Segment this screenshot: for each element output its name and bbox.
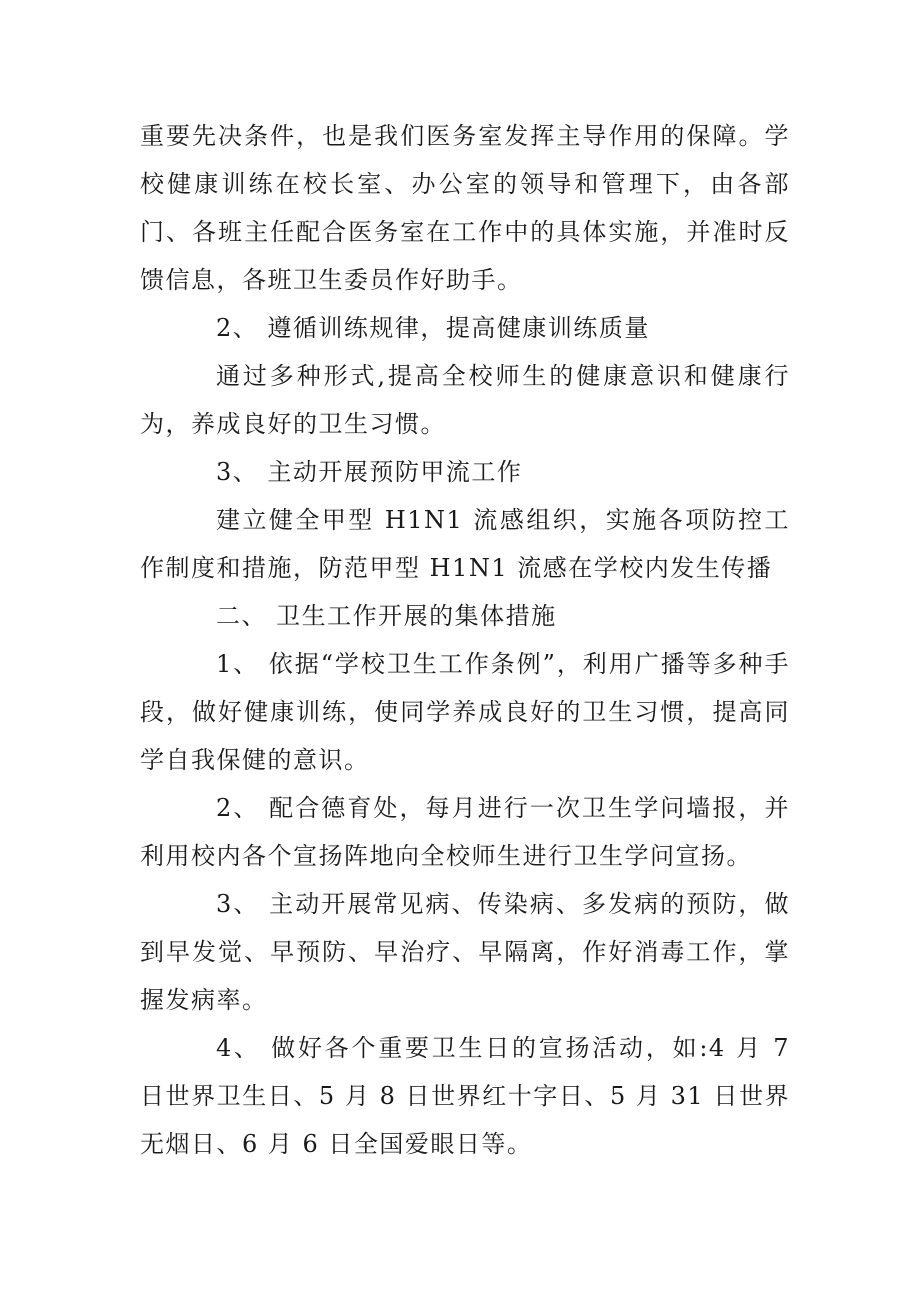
paragraph-intro-continuation: 重要先决条件，也是我们医务室发挥主导作用的保障。学校健康训练在校长室、办公室的领导和管理下，由各部门、各班主任配合医务室在工作中的具体实施，并准时反馈信息，各班卫生委员作好助手。: [140, 122, 790, 294]
paragraph-item-1-regulations: 1、 依据“学校卫生工作条例”，利用广播等多种手段，做好健康训练，使同学养成良好的卫生习惯，提高同学自我保健的意识。: [140, 650, 790, 774]
document-body: [140, 112, 790, 1168]
paragraph-heading-2-follow-rules: 2、 遵循训练规律，提高健康训练质量: [216, 314, 650, 342]
paragraph-h1n1-measures: 建立健全甲型 H1N1 流感组织，实施各项防控工作制度和措施，防范甲型 H1N1 流感在学校内发生传播: [140, 506, 790, 582]
paragraph-item-3-disease-prevention: 3、 主动开展常见病、传染病、多发病的预防，做到早发觉、早预防、早治疗、早隔离，作好消毒工作，掌握发病率。: [140, 890, 790, 1014]
paragraph-health-awareness: 通过多种形式,提高全校师生的健康意识和健康行为，养成良好的卫生习惯。: [140, 362, 790, 438]
paragraph-section-2-heading: 二、 卫生工作开展的集体措施: [216, 602, 557, 630]
paragraph-item-4-health-days: 4、 做好各个重要卫生日的宣扬活动，如:4 月 7 日世界卫生日、5 月 8 日世界红十字日、5 月 31 日世界无烟日、6 月 6 日全国爱眼日等。: [140, 1034, 790, 1158]
paragraph-heading-3-flu-prevention: 3、 主动开展预防甲流工作: [216, 458, 523, 486]
paragraph-item-2-wall-newspaper: 2、 配合德育处，每月进行一次卫生学问墙报，并利用校内各个宣扬阵地向全校师生进行卫生学问宣扬。: [140, 794, 790, 870]
